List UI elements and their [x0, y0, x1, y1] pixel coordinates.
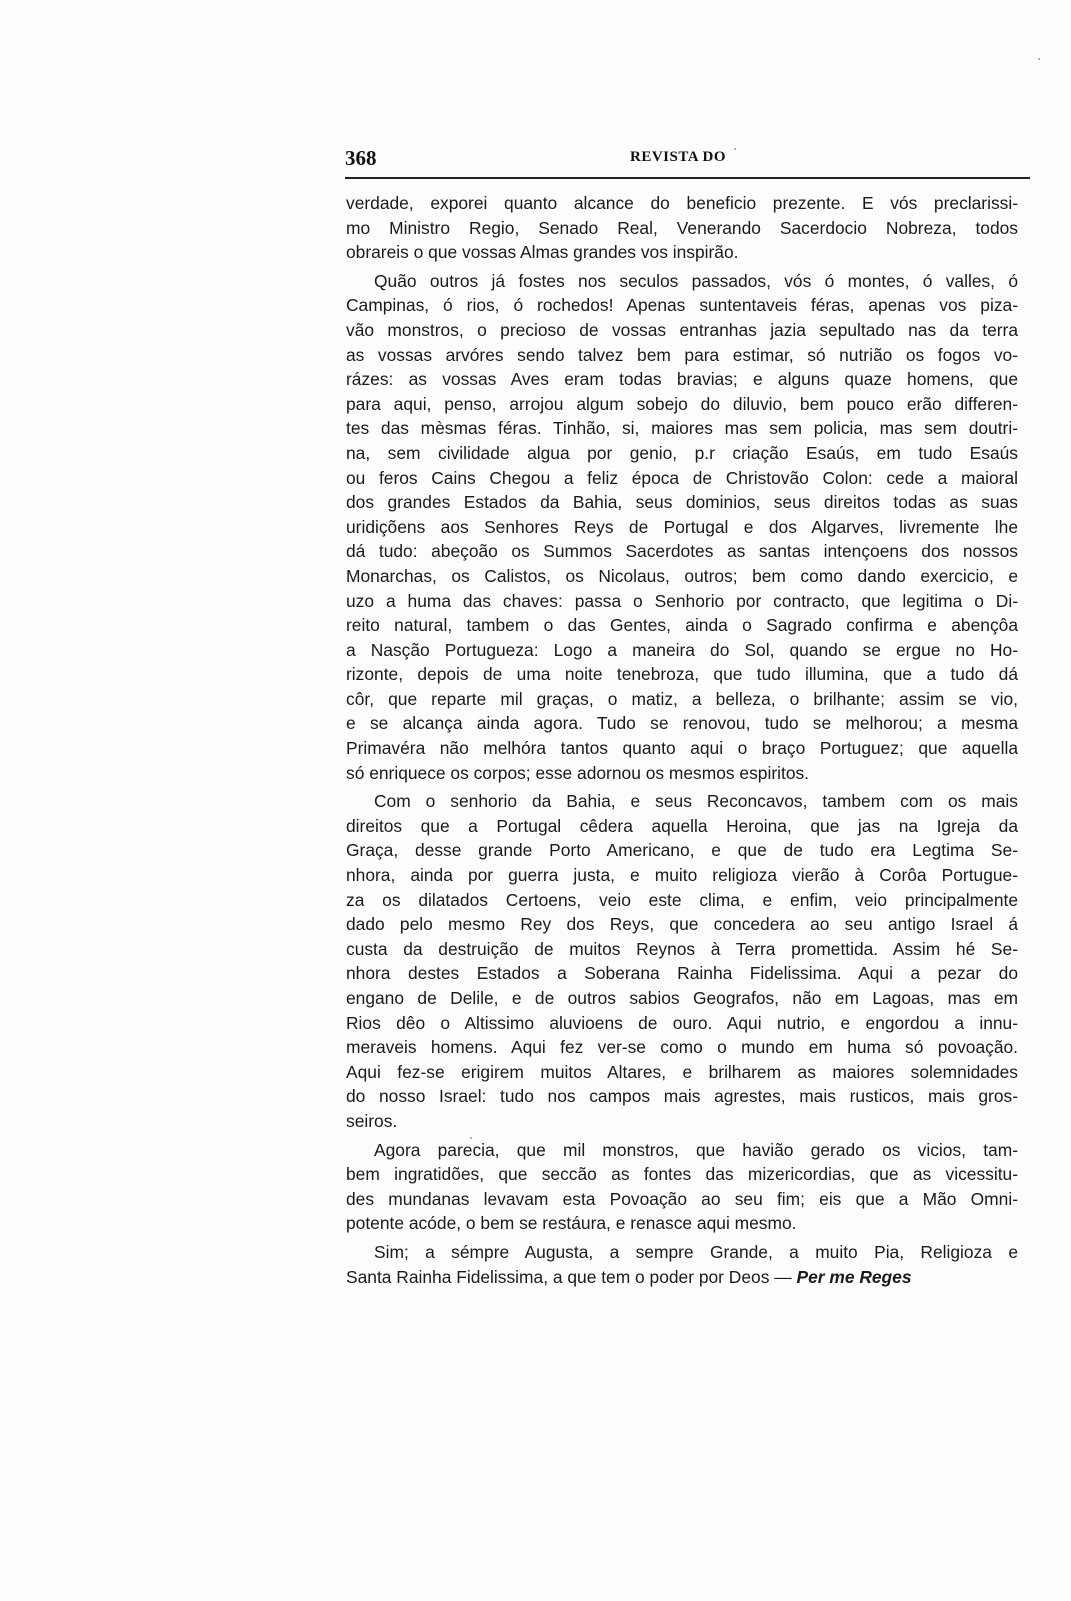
text-line: ou feros Cains Chegou a feliz época de Christovão Colon: cede a maioral: [346, 467, 1018, 488]
text-line: des mundanas levavam esta Povoação ao seu fim; eis que a Mão Omni-: [346, 1188, 1018, 1209]
text-line: Graça, desse grande Porto Americano, e que de tudo era Legtima Se-: [346, 840, 1018, 861]
text-line: custa da destruição de muitos Reynos à Terra promettida. Assim hé Se-: [346, 938, 1018, 959]
text-line: Santa Rainha Fidelissima, a que tem o poder por Deos — Per me Reges: [346, 1266, 912, 1287]
text-line: rizonte, depois de uma noite tenebroza, que tudo illumina, que a tudo dá: [346, 664, 1018, 685]
text-line: bem ingratidões, que seccão as fontes das mizericordias, que as vicessitu-: [346, 1164, 1018, 1185]
text-line: para aqui, penso, arrojou algum sobejo do diluvio, bem pouco erão differen-: [346, 393, 1018, 414]
text-line: meraveis homens. Aqui fez ver-se como o mundo em huma só povoação.: [346, 1037, 1018, 1058]
page-number: 368: [345, 146, 377, 170]
text-line: do nosso Israel: tudo nos campos mais agrestes, mais rusticos, mais gros-: [346, 1086, 1018, 1107]
text-line: dado pelo mesmo Rey dos Reys, que concedera ao seu antigo Israel á: [346, 914, 1018, 935]
text-line: engano de Delile, e de outros sabios Geografos, não em Lagoas, mas em: [346, 988, 1018, 1008]
scan-speck: [1038, 58, 1040, 60]
text-line: Aqui fez-se erigirem muitos Altares, e brilharem as maiores solemnidades: [346, 1061, 1018, 1082]
running-title: REVISTA DO: [630, 149, 726, 165]
text-line: só enriquece os corpos; esse adornou os mesmos espiritos.: [346, 762, 810, 783]
text-line: Com o senhorio da Bahia, e seus Reconcavos, tambem com os mais: [374, 791, 1018, 812]
body-text: [346, 191, 1018, 1293]
text-line: Primavéra não melhóra tantos quanto aqui o braço Portuguez; que aquella: [346, 738, 1018, 759]
text-line: za os dilatados Certoens, veio este clima, e enfim, veio principalmente: [346, 889, 1018, 910]
text-line: uridiçõens aos Senhores Reys de Portugal e dos Algarves, livremente lhe: [346, 516, 1018, 537]
paragraph: [346, 789, 1018, 1133]
text-line: rázes: as vossas Aves eram todas bravias; e alguns quaze homens, que: [346, 369, 1018, 390]
paragraph: [346, 269, 1018, 785]
text-line: Rios dêo o Altissimo aluvioens de ouro. Aqui nutrio, e engordou a innu-: [346, 1012, 1018, 1033]
paragraph: [346, 1240, 1018, 1289]
text-line: potente acóde, o bem se restáura, e renasce aqui mesmo.: [346, 1213, 797, 1234]
header-rule: [345, 177, 1030, 179]
text-line: mo Ministro Regio, Senado Real, Venerando Sacerdocio Nobreza, todos: [346, 217, 1018, 238]
text-line: Sim; a sémpre Augusta, a sempre Grande, a muito Pia, Religioza e: [374, 1241, 1018, 1262]
text-line: Campinas, ó rios, ó rochedos! Apenas suntentaveis féras, apenas vos piza-: [346, 295, 1018, 316]
text-line: verdade, exporei quanto alcance do beneficio prezente. E vós preclarissi-: [346, 193, 1018, 213]
text-line: Agora parecia, que mil monstros, que havião gerado os vicios, tam-: [374, 1139, 1018, 1160]
text-line: nhora destes Estados a Soberana Rainha Fidelissima. Aqui a pezar do: [346, 963, 1018, 984]
text-line: vão monstros, o precioso de vossas entranhas jazia sepultado nas da terra: [346, 319, 1018, 340]
text-line: direitos que a Portugal cêdera aquella Heroina, que jas na Igreja da: [346, 815, 1018, 836]
paragraph: [346, 1138, 1018, 1236]
text-line: na, sem civilidade algua por genio, p.r criação Esaús, em tudo Esaús: [346, 442, 1018, 463]
text-line: Monarchas, os Calistos, os Nicolaus, outros; bem como dando exercicio, e: [346, 565, 1018, 586]
text-line: obrareis o que vossas Almas grandes vos inspirão.: [346, 242, 739, 263]
text-line: nhora, ainda por guerra justa, e muito religioza vierão à Corôa Portugue-: [346, 865, 1018, 886]
text-line: uzo a huma das chaves: passa o Senhorio por contracto, que legitima o Di-: [346, 590, 1018, 611]
scan-speck: [470, 1137, 472, 1139]
paragraph: [346, 191, 1018, 265]
latin-quote: Per me Reges: [796, 1266, 912, 1287]
text-line: a Nasção Portugueza: Logo a maneira do Sol, quando se ergue no Ho-: [346, 639, 1018, 660]
text-line: côr, que reparte mil graças, o matiz, a belleza, o brilhante; assim se vio,: [346, 688, 1018, 709]
text-line: tes das mèsmas féras. Tinhão, si, maiores mas sem policia, mas sem doutri-: [346, 418, 1018, 439]
text-line: as vossas arvóres sendo talvez bem para estimar, só nutrião os fogos vo-: [346, 344, 1018, 365]
scan-speck: [734, 148, 736, 150]
text-line: dá tudo: abeçoão os Summos Sacerdotes as santas intençoens dos nossos: [346, 541, 1018, 562]
text-line: seiros.: [346, 1110, 398, 1131]
text-line: dos grandes Estados da Bahia, seus dominios, seus direitos todas as suas: [346, 492, 1018, 513]
text-line: reito natural, tambem o das Gentes, ainda o Sagrado confirma e abençôa: [346, 615, 1018, 636]
text-line: Quão outros já fostes nos seculos passados, vós ó montes, ó valles, ó: [374, 270, 1018, 291]
text-line: e se alcança ainda agora. Tudo se renovou, tudo se melhorou; a mesma: [346, 713, 1018, 734]
